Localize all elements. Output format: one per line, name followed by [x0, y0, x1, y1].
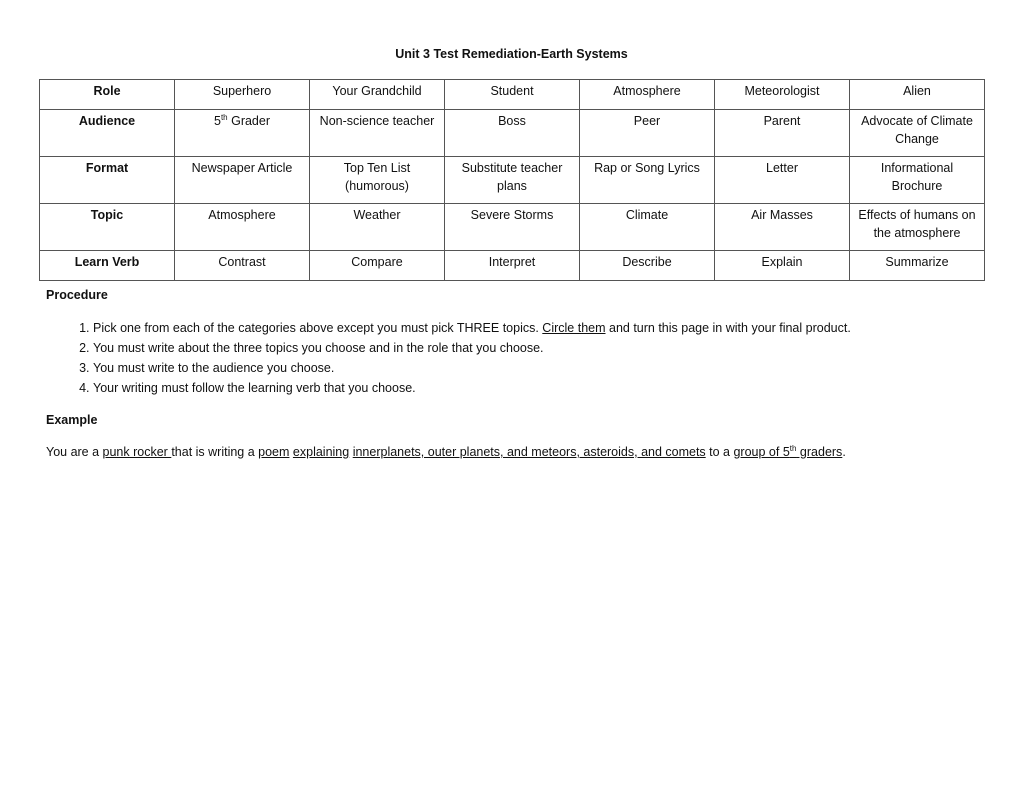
grade-label: Grader [231, 114, 270, 128]
table-cell: Non-science teacher [310, 110, 445, 157]
step-text: Pick one from each of the categories above except you must pick THREE topics. [93, 321, 543, 335]
circle-them-text: Circle them [542, 321, 606, 335]
example-text: to a [705, 445, 734, 459]
step-text: and turn this page in with your final product. [605, 321, 851, 335]
row-header-audience: Audience [40, 110, 175, 157]
table-cell [175, 110, 310, 157]
table-cell: Parent [715, 110, 850, 157]
table-row-topic [40, 204, 985, 251]
grade-number: 5 [213, 114, 221, 128]
table-cell: Summarize [850, 251, 985, 281]
row-header-format: Format [40, 157, 175, 204]
example-text: . [842, 445, 846, 459]
example-format: poem [258, 445, 290, 459]
table-cell: Informational Brochure [850, 157, 985, 204]
table-cell: Atmosphere [580, 80, 715, 110]
table-cell: Your Grandchild [310, 80, 445, 110]
example-text: You are a [46, 445, 103, 459]
table-cell: Atmosphere [175, 204, 310, 251]
table-cell: Describe [580, 251, 715, 281]
row-header-role: Role [40, 80, 175, 110]
table-cell: Explain [715, 251, 850, 281]
procedure-step: 2. You must write about the three topics you choose and in the role that you choose. [93, 338, 993, 358]
grade-suffix: th [220, 112, 228, 122]
table-cell: Letter [715, 157, 850, 204]
table-cell: Substitute teacher plans [445, 157, 580, 204]
table-cell: Interpret [445, 251, 580, 281]
row-header-topic: Topic [40, 204, 175, 251]
table-cell: Advocate of Climate Change [850, 110, 985, 157]
example-audience [733, 445, 842, 459]
table-cell: Superhero [175, 80, 310, 110]
audience-text: graders [796, 445, 843, 459]
row-header-learn-verb: Learn Verb [40, 251, 175, 281]
table-cell: Weather [310, 204, 445, 251]
example-sentence [46, 445, 986, 459]
table-cell: Effects of humans on the atmosphere [850, 204, 985, 251]
table-cell: Newspaper Article [175, 157, 310, 204]
audience-text: group of 5 [733, 445, 790, 459]
procedure-heading: Procedure [46, 288, 108, 302]
example-text: that is writing a [171, 445, 259, 459]
table-cell: Boss [445, 110, 580, 157]
example-heading: Example [46, 413, 98, 427]
audience-suffix: th [789, 443, 797, 453]
table-cell: Peer [580, 110, 715, 157]
table-cell: Meteorologist [715, 80, 850, 110]
procedure-step [93, 318, 993, 338]
table-row-learn-verb [40, 251, 985, 281]
table-cell: Rap or Song Lyrics [580, 157, 715, 204]
procedure-list [46, 318, 993, 398]
table-row-format [40, 157, 985, 204]
table-cell: Student [445, 80, 580, 110]
table-row-audience [40, 110, 985, 157]
example-role: punk rocker [102, 445, 172, 459]
example-topics: innerplanets, outer planets, and meteors, asteroids, and comets [352, 445, 706, 459]
table-cell: Severe Storms [445, 204, 580, 251]
table-cell: Top Ten List (humorous) [310, 157, 445, 204]
table-cell: Climate [580, 204, 715, 251]
table-cell: Contrast [175, 251, 310, 281]
document-title: Unit 3 Test Remediation-Earth Systems [395, 47, 628, 61]
table-cell: Compare [310, 251, 445, 281]
procedure-step: 3. You must write to the audience you choose. [93, 358, 993, 378]
procedure-step: 4. Your writing must follow the learning verb that you choose. [93, 378, 993, 398]
example-verb: explaining [292, 445, 350, 459]
table-cell: Air Masses [715, 204, 850, 251]
table-row-role [40, 80, 985, 110]
assignment-options-table [39, 79, 985, 281]
table-cell: Alien [850, 80, 985, 110]
